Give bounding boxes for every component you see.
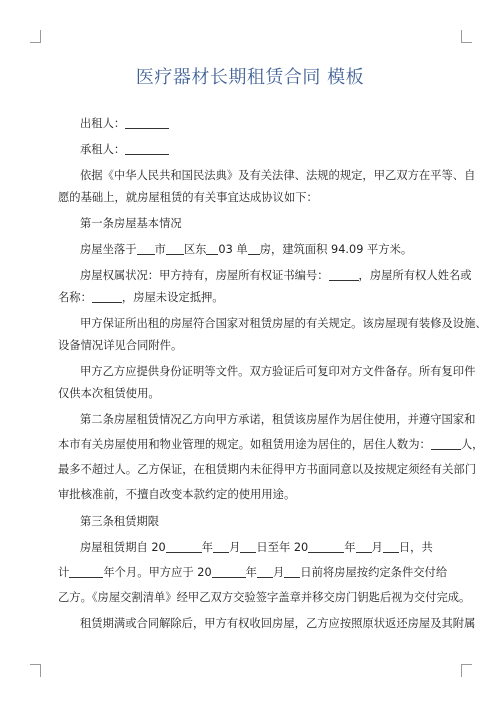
- intro-line-1: 依据《中华人民共和国民法典》及有关法律、法规的规定，甲乙双方在平等、自: [80, 169, 476, 182]
- article-1-ownership-2: [58, 287, 446, 309]
- text: 月: [371, 541, 383, 554]
- lessee-blank: [125, 141, 169, 155]
- text: 房，建筑面积 94.09 平方米。: [259, 243, 413, 256]
- text: 月: [229, 541, 241, 554]
- blank: [240, 539, 256, 553]
- text: 年: [201, 541, 214, 554]
- crop-mark-top-left: [30, 30, 41, 43]
- crop-mark-bottom-right: [461, 664, 472, 677]
- blank: [92, 289, 122, 303]
- blank: [329, 267, 359, 281]
- text: 房屋权属状况：甲方持有，房屋所有权证书编号：: [80, 269, 329, 282]
- crop-mark-top-right: [461, 30, 472, 43]
- article-1-id-2: 仅供本次租赁使用。: [58, 387, 160, 400]
- blank: [284, 564, 300, 578]
- article-3-line-1: [58, 537, 446, 559]
- crop-mark-bottom-left: [30, 664, 41, 677]
- text: 年: [344, 541, 356, 554]
- article-1-heading: 第一条房屋基本情况: [80, 217, 182, 230]
- intro-line-2: 愿的基础上，就房屋租赁的有关事宜达成协议如下：: [58, 191, 318, 204]
- article-1-id-1: 甲方乙方应提供身份证明等文件。双方验证后可复印对方文件备存。所有复印件: [80, 365, 476, 378]
- blank: [212, 564, 246, 578]
- blank: [383, 539, 399, 553]
- article-1-guarantee-1: 甲方保证所出租的房屋符合国家对租赁房屋的有关规定。该房屋现有装修及设施、: [80, 317, 487, 330]
- text: 本市有关房屋使用和物业管理的规定。如租赁用途为居住的，居住人数为：: [58, 438, 431, 451]
- text: 日，共: [398, 541, 433, 554]
- article-2-line-2: [58, 434, 484, 456]
- document-title: 医疗器材长期租赁合同 模板: [135, 67, 365, 88]
- text: 计: [58, 566, 70, 579]
- text: 市: [154, 243, 166, 256]
- blank: [248, 241, 260, 255]
- lessor-line: [58, 113, 446, 135]
- article-2-line-4: 审批核准前，不擅自改变本款约定的使用用途。: [58, 488, 296, 501]
- text: 日前将房屋按约定条件交付给: [300, 566, 448, 579]
- article-3-line-4: 租赁期满或合同解除后，甲方有权收回房屋，乙方应按照原状返还房屋及其附属: [80, 617, 476, 630]
- blank: [431, 436, 461, 450]
- blank: [137, 241, 155, 255]
- blank: [308, 539, 344, 553]
- text: 房屋坐落于: [80, 243, 137, 256]
- text: 区东: [183, 243, 207, 256]
- blank: [166, 539, 202, 553]
- lessor-blank: [125, 115, 169, 129]
- blank: [206, 241, 218, 255]
- text: 房屋租赁期自 20: [80, 541, 166, 554]
- article-3-line-3: 乙方。《房屋交割清单》经甲乙双方交验签字盖章并移交房门钥匙后视为交付完成。: [58, 591, 471, 604]
- text: 名称：: [58, 291, 92, 304]
- text: 日至年 20: [256, 541, 309, 554]
- text: 月: [272, 566, 285, 579]
- article-2-line-3: 最多不超过人。乙方保证，在租赁期内未征得甲方书面同意以及按规定须经有关部门: [58, 463, 476, 476]
- lessee-line: [58, 139, 446, 161]
- article-3-line-2: [58, 562, 446, 584]
- article-2-line-1: 第二条房屋租赁情况乙方向甲方承诺，租赁该房屋作为居住使用，并遵守国家和: [80, 413, 476, 426]
- text: ，房屋所有权人姓名或: [358, 269, 472, 282]
- text: ，房屋未设定抵押。: [121, 291, 224, 304]
- text: 年个月。甲方应于 20: [103, 566, 212, 579]
- article-1-guarantee-2: 设备情况详见合同附件。: [58, 339, 183, 352]
- article-3-heading: 第三条租赁期限: [80, 515, 160, 528]
- blank: [166, 241, 184, 255]
- blank: [213, 539, 229, 553]
- blank: [257, 564, 273, 578]
- text: 03 单: [218, 243, 248, 256]
- text: 年: [245, 566, 257, 579]
- text: 人，: [460, 438, 484, 451]
- blank: [69, 564, 103, 578]
- blank: [356, 539, 372, 553]
- lessee-label: 承租人：: [80, 143, 126, 156]
- article-1-location: [58, 239, 446, 261]
- lessor-label: 出租人：: [80, 117, 126, 130]
- article-1-ownership-1: [58, 265, 472, 287]
